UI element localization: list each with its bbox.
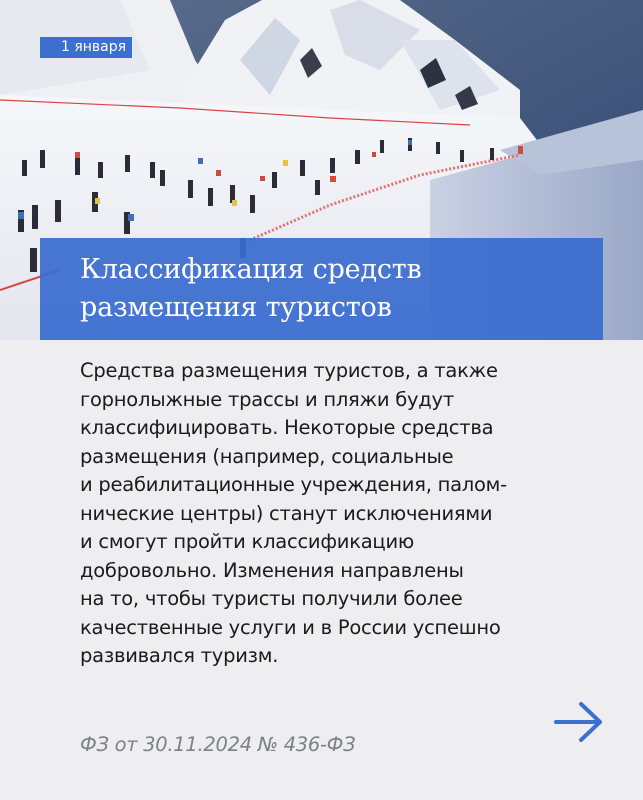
body-text: Средства размещения туристов, а также горнолыжные трассы и пляжи будут классифицировать. Некоторые средства размещения (например, социальные и реабилитационные учреждения, палом- нические центры) станут исключениями и смогут пройти классификацию добровольно. Изменения направлены на то, чтобы туристы получили более качественные услуги и в России успешно развивался туризм. bbox=[80, 359, 507, 667]
next-arrow-button[interactable] bbox=[553, 699, 605, 745]
page-title: Классификация средств размещения туристов bbox=[80, 254, 422, 323]
arrow-right-icon bbox=[553, 699, 605, 745]
law-reference: ФЗ от 30.11.2024 № 436-ФЗ bbox=[80, 733, 356, 756]
date-badge: 1 января bbox=[40, 37, 132, 58]
title-banner bbox=[40, 238, 603, 340]
